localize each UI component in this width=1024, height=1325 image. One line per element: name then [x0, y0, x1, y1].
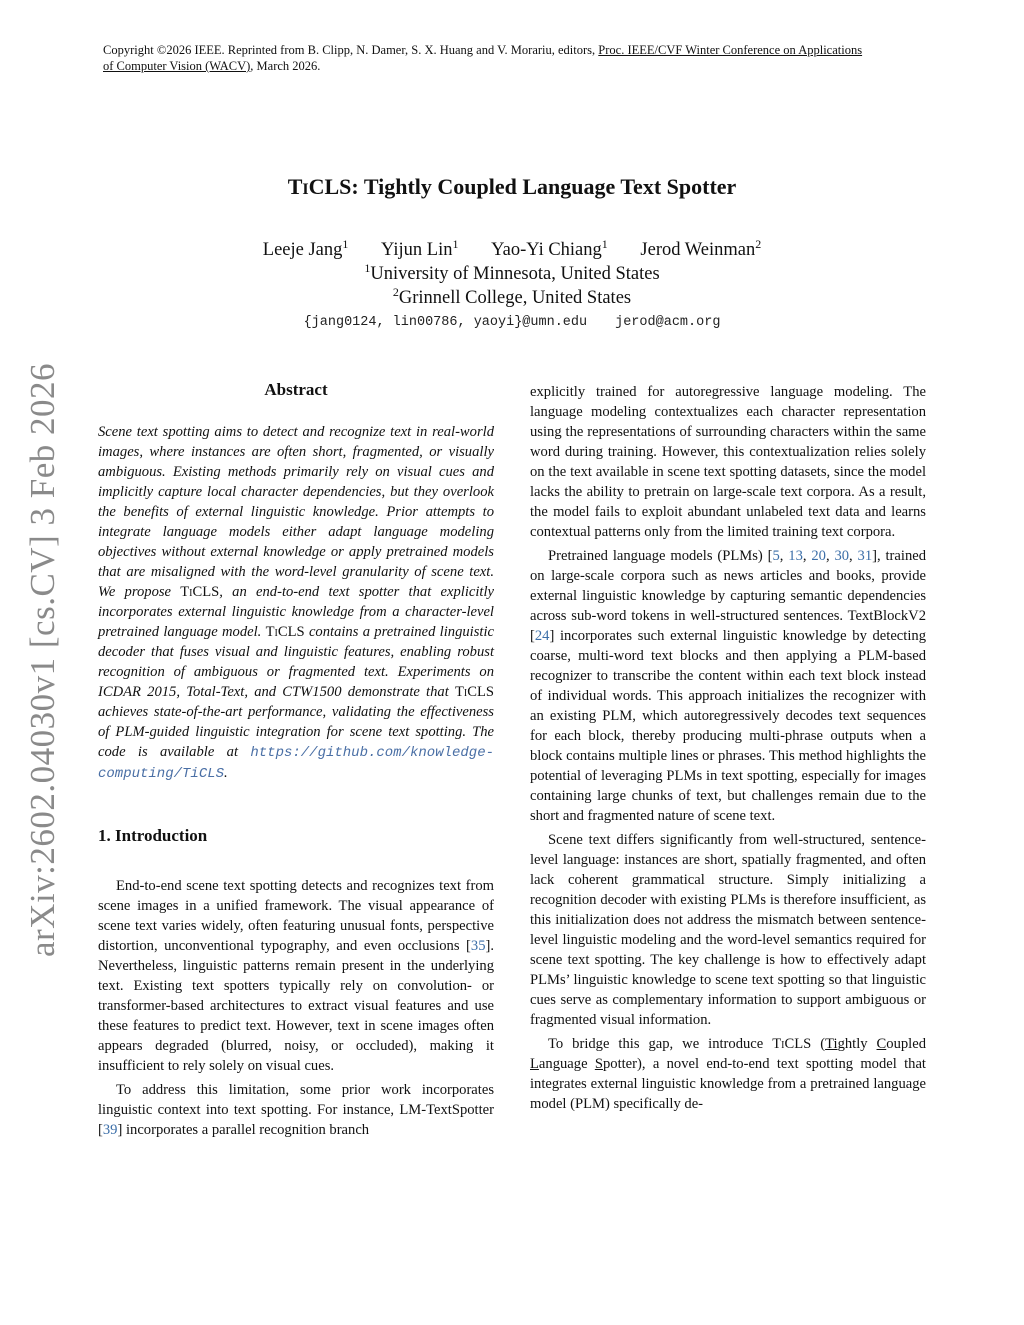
- right-paragraph-0: explicitly trained for autoregressive language modeling. The language modeling contextualizes each character representation using the representations of surrounding characters within the same word during training. However, this contextualization relies solely on the text available in scene text spotting datasets, since the model lacks the ability to pretrain on large-scale text corpora. As a result, the model fails to exploit abundant unlabeled text data and learns contextual patterns only from the limited training text corpora.: [530, 384, 926, 540]
- author-emails: [0, 315, 1024, 330]
- affiliation-number: 2: [392, 285, 399, 299]
- arxiv-identifier-stamp: arXiv:2602.04030v1 [cs.CV] 3 Feb 2026: [23, 362, 62, 958]
- copyright-suffix: , March 2026.: [250, 59, 321, 73]
- affiliation-1: [0, 261, 1024, 285]
- left-column: [98, 378, 494, 1144]
- abstract-part: Scene text spotting aims to detect and recognize text in real-world images, where instances are often short, fragmented, or visually ambiguous. Existing methods primarily rely on visual cues and implicitly capture local character dependencies, but they overlook the benefits of external linguistic knowledge. Prior attempts to integrate language models either adapt language modeling objectives without external knowledge or apply pretrained models that are misaligned with the word-level granularity of scene text. We propose: [98, 424, 494, 600]
- text-run: To bridge this gap, we introduce: [548, 1036, 773, 1052]
- code-link[interactable]: https://github.com/knowledge-computing/TiCLS: [98, 745, 494, 782]
- text-run: ] incorporates a parallel recognition branch: [117, 1122, 370, 1138]
- text-run: anguage: [538, 1056, 595, 1072]
- copyright-notice: [103, 42, 925, 74]
- citation-link[interactable]: 31: [857, 548, 873, 564]
- citation-link[interactable]: 30: [834, 548, 850, 564]
- right-paragraph-2: Scene text differs significantly from well-structured, sentence-level language: instances are short, spatially fragmented, and often lack coherent grammatical structure. Simply initializing a recognition decoder with existing PLMs is therefore insufficient, as this initialization does not address the mismatch between sentence-level linguistic modeling and the word-level semantics required for scene text spotting. The key challenge is how to effectively adapt PLMs’ linguistic knowledge to scene text spotting so that linguistic cues serve as complementary information to support ambiguous or fragmented visual information.: [530, 832, 926, 1028]
- citation-link[interactable]: 39: [102, 1122, 118, 1138]
- text-run: oupled: [886, 1036, 926, 1052]
- text-run: (: [811, 1036, 826, 1052]
- author-affiliation-mark: 1: [452, 237, 459, 251]
- affiliation-name: University of Minnesota, United States: [370, 264, 660, 284]
- email-single: jerod@acm.org: [615, 315, 721, 330]
- acronym-letter: L: [530, 1056, 539, 1072]
- paper-title: [0, 174, 1024, 200]
- text-run: potter: [602, 1056, 638, 1072]
- affiliation-2: [0, 285, 1024, 309]
- author-list: [0, 238, 1024, 262]
- right-paragraph-3: [530, 1034, 926, 1114]
- abstract-part: , an end-to-end text spotter that explicitly incorporates external linguistic knowledge from a character-level pretrained language model.: [98, 584, 494, 640]
- intro-paragraph-1: [98, 876, 494, 1076]
- abstract-text: [98, 422, 494, 784]
- abstract-part: achieves state-of-the-art performance, validating the effectiveness of PLM-guided linguistic integration for scene text spotting. The code is available at: [98, 704, 494, 760]
- affiliation-number: 1: [364, 261, 371, 275]
- abstract-part: contains a pretrained linguistic decoder that fuses visual and linguistic features, enabling robust recognition of ambiguous or fragmented text. Experiments on ICDAR 2015, Total-Text, and CTW1500 demonstrate that: [98, 624, 495, 700]
- author-name: Jerod Weinman: [640, 240, 756, 260]
- affiliation-name: Grinnell College, United States: [398, 288, 632, 308]
- author: [381, 237, 459, 260]
- text-run: ], trained on large-scale corpora such as news articles and books, provide external linguistic knowledge by capturing semantic dependencies across sub-word tokens in well-structured sentences. TextBlockV2 [: [530, 548, 927, 644]
- abstract-heading: Abstract: [264, 380, 328, 399]
- author-name: Leeje Jang: [262, 240, 343, 260]
- author-affiliation-mark: 1: [342, 237, 349, 251]
- title-name-i: I: [302, 181, 309, 198]
- author-name: Yao-Yi Chiang: [491, 240, 602, 260]
- section-heading-introduction: 1. Introduction: [98, 826, 208, 845]
- model-name: TiCLS: [454, 684, 494, 700]
- email-group: {jang0124, lin00786, yaoyi}@umn.edu: [303, 315, 588, 330]
- author-affiliation-mark: 1: [601, 237, 608, 251]
- abstract-part: .: [224, 765, 228, 781]
- title-name-rest: CLS: [308, 174, 352, 199]
- citation-link[interactable]: 20: [811, 548, 826, 564]
- text-run: To address this limitation, some prior work incorporates linguistic context into text spotting. For instance, LM-TextSpotter [: [98, 1082, 494, 1138]
- venue-link-a[interactable]: Proc. IEEE/CVF Winter Conference on Applications: [598, 43, 863, 57]
- right-column: [530, 382, 926, 1118]
- acronym-letter: C: [876, 1036, 887, 1052]
- model-name: TiCLS: [265, 624, 305, 640]
- intro-paragraph-2: [98, 1080, 494, 1140]
- right-paragraph-1: Pretrained language models (PLMs) [5, 13, 20, 30, 31], trained on large-scale corpora such as news articles and books, provide external linguistic knowledge by capturing semantic dependencies across sub-word tokens in well-structured sentences. TextBlockV2 [24] incorporates such external linguistic knowledge by detecting coarse, multi-word text blocks and then applying a PLM-based recognizer to transcribe the content within each text block instead of individual words. This approach initializes the recognizer with an existing PLM, which autoregressively decodes text sequences for each block, thereby producing multi-phrase outputs when a block contains multiple lines or phrases. This method highlights the potential of leveraging PLMs in text spotting, especially for images containing large chunks of text, but challenges remain due to the short and fragmented nature of scene text.: [530, 548, 927, 824]
- author: [262, 237, 349, 260]
- title-rest: : Tightly Coupled Language Text Spotter: [351, 174, 737, 199]
- text-run: ] incorporates such external linguistic knowledge by detecting coarse, multi-word text blocks and then applying a PLM-based recognizer to transcribe the content within each text block instead of individual words. This approach initializes the recognizer with an existing PLM, which autoregressively decodes text sequences for each block, thereby producing multi-phrase outputs when a block contains multiple lines or phrases. This method highlights the potential of leveraging PLMs in text spotting, especially for images containing large chunks of text, but challenges remain due to the short and fragmented nature of scene text.: [530, 628, 926, 824]
- text-run: Pretrained language models (PLMs) [: [548, 548, 773, 564]
- citation-link[interactable]: 24: [534, 628, 550, 644]
- acronym-letter: S: [594, 1056, 603, 1072]
- citation-link[interactable]: 35: [470, 938, 486, 954]
- author: [491, 237, 608, 260]
- author-affiliation-mark: 2: [755, 237, 762, 251]
- author-name: Yijun Lin: [381, 240, 453, 260]
- acronym-letter: Ti: [825, 1036, 838, 1052]
- model-name: TiCLS: [772, 1036, 812, 1052]
- text-run: End-to-end scene text spotting detects and recognizes text from scene images in a unified framework. The visual appearance of scene text varies widely, often featuring unusual fonts, perspective distortion, unconventional typography, and even occlusions [: [98, 878, 494, 954]
- citation-link[interactable]: 13: [788, 548, 803, 564]
- citation-link[interactable]: 5: [772, 548, 780, 564]
- model-name: TiCLS: [180, 584, 220, 600]
- text-run: ghtly: [837, 1036, 877, 1052]
- author: [640, 237, 762, 260]
- copyright-prefix: Copyright ©2026 IEEE. Reprinted from B. Clipp, N. Damer, S. X. Huang and V. Morariu, editors,: [103, 43, 599, 57]
- venue-link-b[interactable]: of Computer Vision (WACV): [103, 59, 251, 73]
- text-run: ]. Nevertheless, linguistic patterns remain present in the underlying text. Existing text spotters typically rely on convolution- or transformer-based architectures to extract visual features and use these features to predict text. However, text in scene images often appears degraded (blurred, noisy, or occluded), making it insufficient to rely solely on visual cues.: [98, 938, 494, 1074]
- text-run: ), a novel end-to-end text spotting model that integrates external linguistic knowledge from a pretrained language model (PLM) specifically de-: [530, 1056, 926, 1112]
- title-name-t: T: [287, 174, 303, 199]
